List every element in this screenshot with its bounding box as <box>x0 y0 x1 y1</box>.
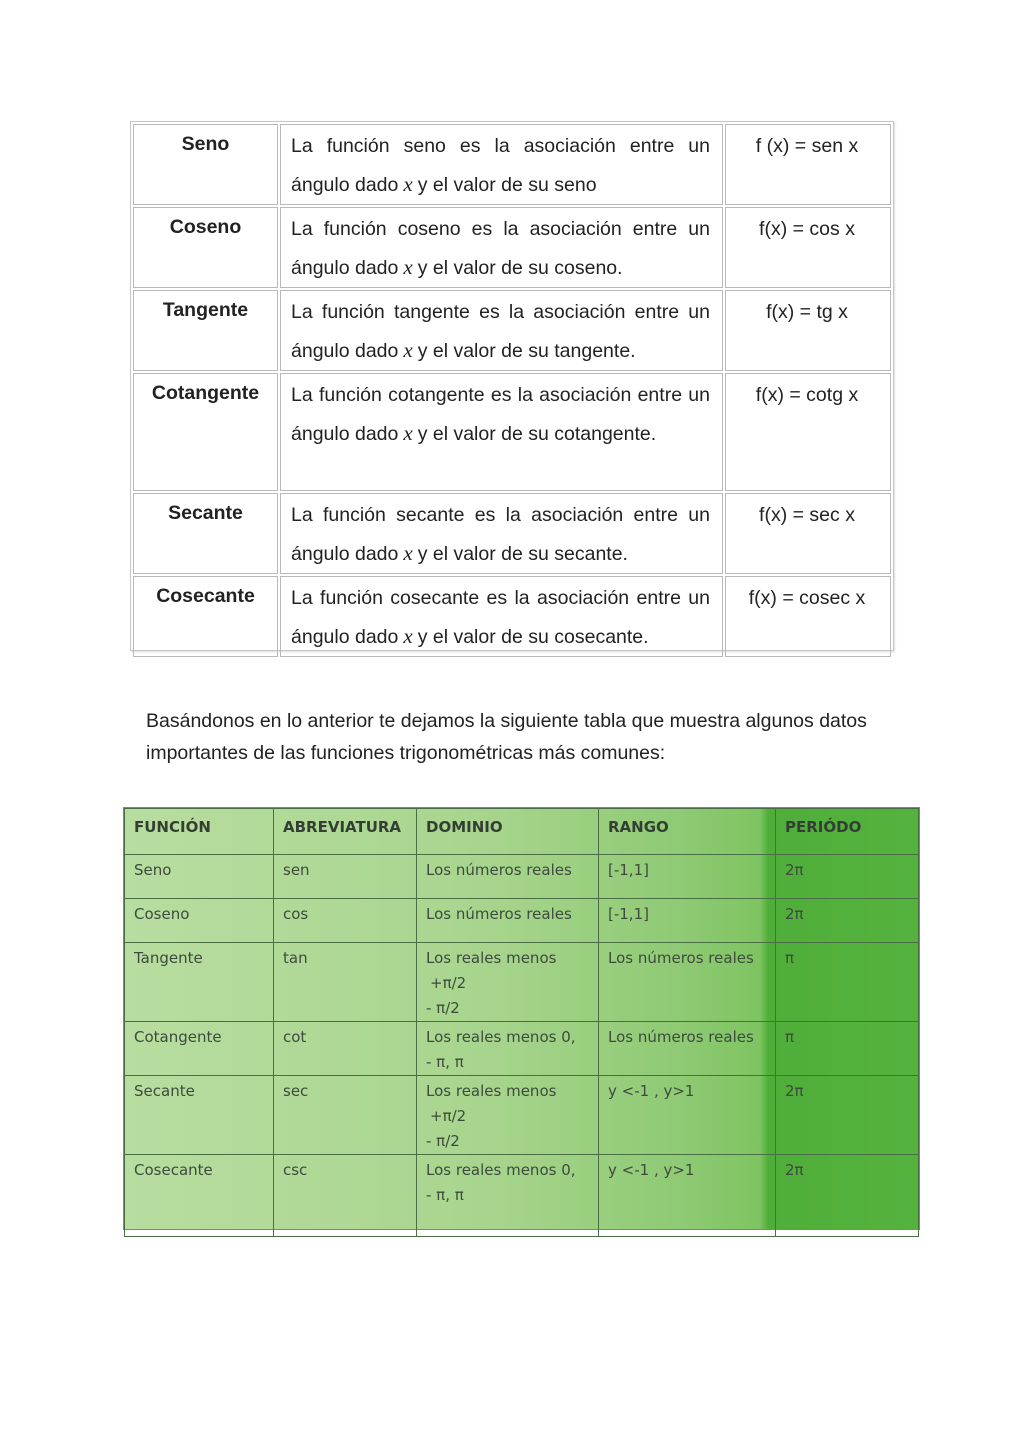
definitions-table <box>131 122 893 659</box>
cell-abreviatura: csc <box>274 1155 417 1237</box>
cell-abreviatura: cot <box>274 1022 417 1076</box>
cell-rango: Los números reales <box>599 1022 776 1076</box>
header-rango: RANGO <box>599 809 776 855</box>
table-row <box>133 493 891 574</box>
cell-funcion: Seno <box>125 855 274 899</box>
cell-dominio: Los números reales <box>417 899 599 943</box>
table-row <box>125 855 919 899</box>
cell-funcion: Coseno <box>125 899 274 943</box>
table-row <box>133 124 891 205</box>
function-description: La función seno es la asociación entre un ángulo dado x y el valor de su seno <box>280 124 723 205</box>
header-row <box>125 809 919 855</box>
cell-funcion: Cotangente <box>125 1022 274 1076</box>
cell-abreviatura: cos <box>274 899 417 943</box>
definitions-table-container <box>130 121 894 651</box>
table-row <box>133 576 891 657</box>
function-name: Tangente <box>133 290 278 371</box>
function-name: Secante <box>133 493 278 574</box>
function-description: La función tangente es la asociación entre un ángulo dado x y el valor de su tangente. <box>280 290 723 371</box>
table-row <box>133 207 891 288</box>
function-name: Cosecante <box>133 576 278 657</box>
cell-funcion: Tangente <box>125 943 274 1022</box>
cell-periodo: π <box>776 1022 919 1076</box>
table-row <box>125 943 919 1022</box>
cell-rango: y <-1 , y>1 <box>599 1155 776 1237</box>
table-row <box>133 373 891 491</box>
function-description: La función secante es la asociación entre un ángulo dado x y el valor de su secante. <box>280 493 723 574</box>
cell-rango: [-1,1] <box>599 899 776 943</box>
function-description: La función cotangente es la asociación entre un ángulo dado x y el valor de su cotangente. <box>280 373 723 491</box>
function-formula: f(x) = sec x <box>725 493 891 574</box>
header-dominio: DOMINIO <box>417 809 599 855</box>
cell-periodo: π <box>776 943 919 1022</box>
function-formula: f(x) = cos x <box>725 207 891 288</box>
function-name: Cotangente <box>133 373 278 491</box>
function-formula: f(x) = cotg x <box>725 373 891 491</box>
cell-dominio: Los números reales <box>417 855 599 899</box>
cell-abreviatura: sen <box>274 855 417 899</box>
function-formula: f(x) = tg x <box>725 290 891 371</box>
cell-funcion: Cosecante <box>125 1155 274 1237</box>
header-funcion: FUNCIÓN <box>125 809 274 855</box>
cell-rango: y <-1 , y>1 <box>599 1076 776 1155</box>
cell-periodo: 2π <box>776 899 919 943</box>
table-row <box>125 1076 919 1155</box>
cell-dominio: Los reales menos 0, - π, π <box>417 1155 599 1237</box>
function-name: Coseno <box>133 207 278 288</box>
function-description: La función coseno es la asociación entre un ángulo dado x y el valor de su coseno. <box>280 207 723 288</box>
cell-periodo: 2π <box>776 855 919 899</box>
table-row <box>125 1022 919 1076</box>
header-abreviatura: ABREVIATURA <box>274 809 417 855</box>
cell-funcion: Secante <box>125 1076 274 1155</box>
function-formula: f (x) = sen x <box>725 124 891 205</box>
table-row <box>133 290 891 371</box>
cell-rango: Los números reales <box>599 943 776 1022</box>
cell-periodo: 2π <box>776 1076 919 1155</box>
cell-abreviatura: tan <box>274 943 417 1022</box>
cell-abreviatura: sec <box>274 1076 417 1155</box>
summary-table <box>124 808 919 1237</box>
cell-dominio: Los reales menos +π/2 - π/2 <box>417 943 599 1022</box>
function-description: La función cosecante es la asociación entre un ángulo dado x y el valor de su cosecante. <box>280 576 723 657</box>
table-row <box>125 899 919 943</box>
function-formula: f(x) = cosec x <box>725 576 891 657</box>
function-name: Seno <box>133 124 278 205</box>
cell-dominio: Los reales menos +π/2 - π/2 <box>417 1076 599 1155</box>
summary-table-image <box>123 807 920 1230</box>
header-periodo: PERIÓDO <box>776 809 919 855</box>
intro-paragraph: Basándonos en lo anterior te dejamos la siguiente tabla que muestra algunos datos importantes de las funciones trigonométricas más comunes: <box>146 709 867 764</box>
cell-periodo: 2π <box>776 1155 919 1237</box>
cell-rango: [-1,1] <box>599 855 776 899</box>
table-row <box>125 1155 919 1237</box>
cell-dominio: Los reales menos 0, - π, π <box>417 1022 599 1076</box>
